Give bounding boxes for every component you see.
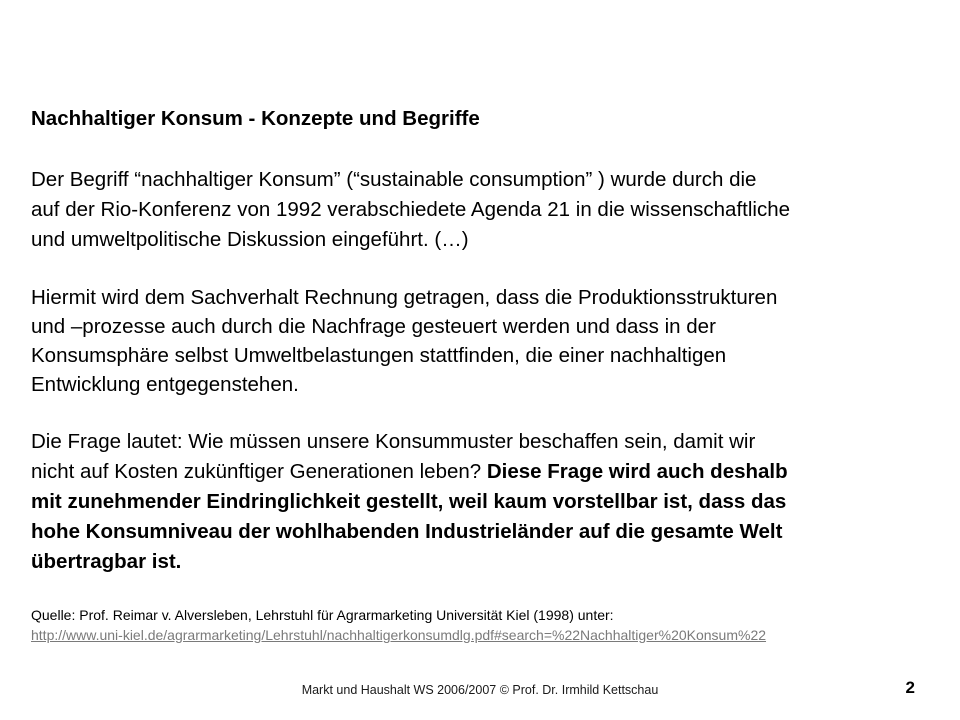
paragraph-question [31,427,936,577]
source-text: Quelle: Prof. Reimar v. Alversleben, Lehrstuhl für Agrarmarketing Universität Kiel (1998) unter: [31,607,614,623]
text-line: Entwicklung entgegenstehen. [31,373,299,396]
emphasis-text: Diese Frage wird auch deshalb [486,460,788,483]
text-line-mixed [31,457,936,487]
text-line: Der Begriff “nachhaltiger Konsum” (“sustainable consumption” ) wurde durch die [31,168,757,191]
source-link[interactable]: http://www.uni-kiel.de/agrarmarketing/Lehrstuhl/nachhaltigerkonsumdlg.pdf#search=%22Nachhaltiger%20Konsum%22 [31,627,767,643]
slide-footer: Markt und Haushalt WS 2006/2007 © Prof. Dr. Irmhild Kettschau [301,683,659,697]
text-line: und –prozesse auch durch die Nachfrage gesteuert werden und dass in der [31,315,716,338]
text-line: Hiermit wird dem Sachverhalt Rechnung getragen, dass die Produktionsstrukturen [31,286,778,309]
text-line: und umweltpolitische Diskussion eingeführt. (…) [31,228,469,251]
text-line: Konsumsphäre selbst Umweltbelastungen stattfinden, die einer nachhaltigen [31,344,727,367]
source-citation [31,605,936,645]
page-number: 2 [905,678,915,697]
slide-title: Nachhaltiger Konsum - Konzepte und Begriffe [31,107,480,130]
question-text: nicht auf Kosten zukünftiger Generationen leben? [31,460,487,483]
paragraph-definition [31,165,936,255]
slide-content [31,104,936,645]
emphasis-line: hohe Konsumniveau der wohlhabenden Industrieländer auf die gesamte Welt [31,520,783,543]
emphasis-line: mit zunehmender Eindringlichkeit gestellt, weil kaum vorstellbar ist, dass das [31,490,787,513]
text-line: auf der Rio-Konferenz von 1992 verabschiedete Agenda 21 in die wissenschaftliche [31,198,790,221]
paragraph-explanation [31,283,936,399]
emphasis-line: übertragbar ist. [31,550,182,573]
text-line: Die Frage lautet: Wie müssen unsere Konsummuster beschaffen sein, damit wir [31,430,756,453]
